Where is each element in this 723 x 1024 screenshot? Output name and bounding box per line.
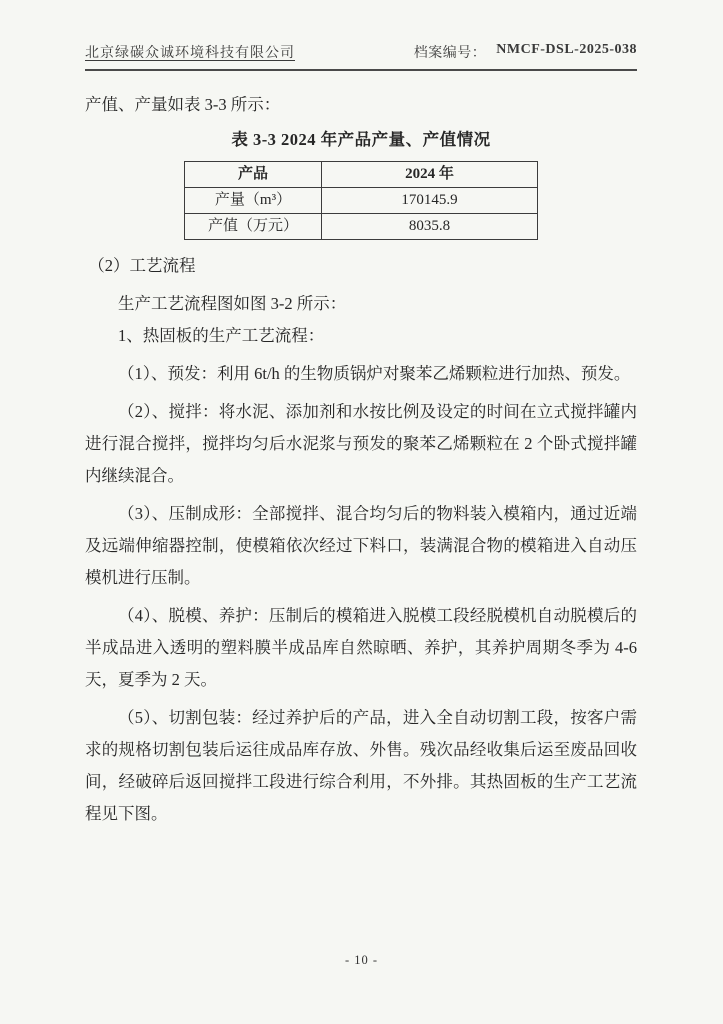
- paragraph-step-mixing: （2）、搅拌：将水泥、添加剂和水按比例及设定的时间在立式搅拌罐内进行混合搅拌，搅拌均匀后水泥浆与预发的聚苯乙烯颗粒在 2 个卧式搅拌罐内继续混合。: [85, 402, 637, 485]
- page-header: [85, 42, 637, 71]
- production-table: [184, 161, 538, 240]
- table-cell-output-label: 产量（m³）: [185, 188, 322, 214]
- document-body: [85, 89, 637, 830]
- archive-number-value: NMCF-DSL-2025-038: [496, 42, 637, 57]
- paragraph-step-pressing: （3）、压制成形：全部搅拌、混合均匀后的物料装入模箱内，通过近端及远端伸缩器控制，使模箱依次经过下料口，装满混合物的模箱进入自动压模机进行压制。: [85, 504, 637, 587]
- page-number: - 10 -: [344, 953, 379, 967]
- company-name: 北京绿碳众诚环境科技有限公司: [85, 46, 295, 61]
- table-title: 表 3-3 2024 年产品产量、产值情况: [231, 130, 491, 149]
- table-header-year: 2024 年: [322, 162, 538, 188]
- paragraph-flow-figure-ref: 生产工艺流程图如图 3-2 所示：: [118, 294, 347, 313]
- table-cell-output-value: 170145.9: [322, 188, 538, 214]
- table-cell-value-value: 8035.8: [322, 214, 538, 240]
- table-header-product: 产品: [185, 162, 322, 188]
- paragraph-process-list-heading: 1、热固板的生产工艺流程：: [118, 326, 325, 345]
- archive-number-block: [414, 42, 637, 62]
- intro-line: 产值、产量如表 3-3 所示：: [85, 95, 281, 114]
- paragraph-step-cutting-packing: （5）、切割包装：经过养护后的产品，进入全自动切割工段，按客户需求的规格切割包装后运往成品库存放、外售。残次品经收集后运至废品回收间，经破碎后返回搅拌工段进行综合利用，不外排。其热固板的生产工艺流程见下图。: [85, 708, 637, 823]
- archive-number-label: 档案编号：: [413, 46, 487, 61]
- table-cell-value-label: 产值（万元）: [185, 214, 322, 240]
- table-row: [185, 214, 538, 240]
- table-row: [185, 188, 538, 214]
- section-heading-process-flow: （2）工艺流程: [88, 256, 196, 275]
- paragraph-step-demolding-curing: （4）、脱模、养护：压制后的模箱进入脱模工段经脱模机自动脱模后的半成品进入透明的塑料膜半成品库自然晾晒、养护，其养护周期冬季为 4-6 天，夏季为 2 天。: [85, 606, 637, 689]
- table-header-row: [185, 162, 538, 188]
- paragraph-step-prefoaming: （1）、预发：利用 6t/h 的生物质锅炉对聚苯乙烯颗粒进行加热、预发。: [118, 364, 631, 383]
